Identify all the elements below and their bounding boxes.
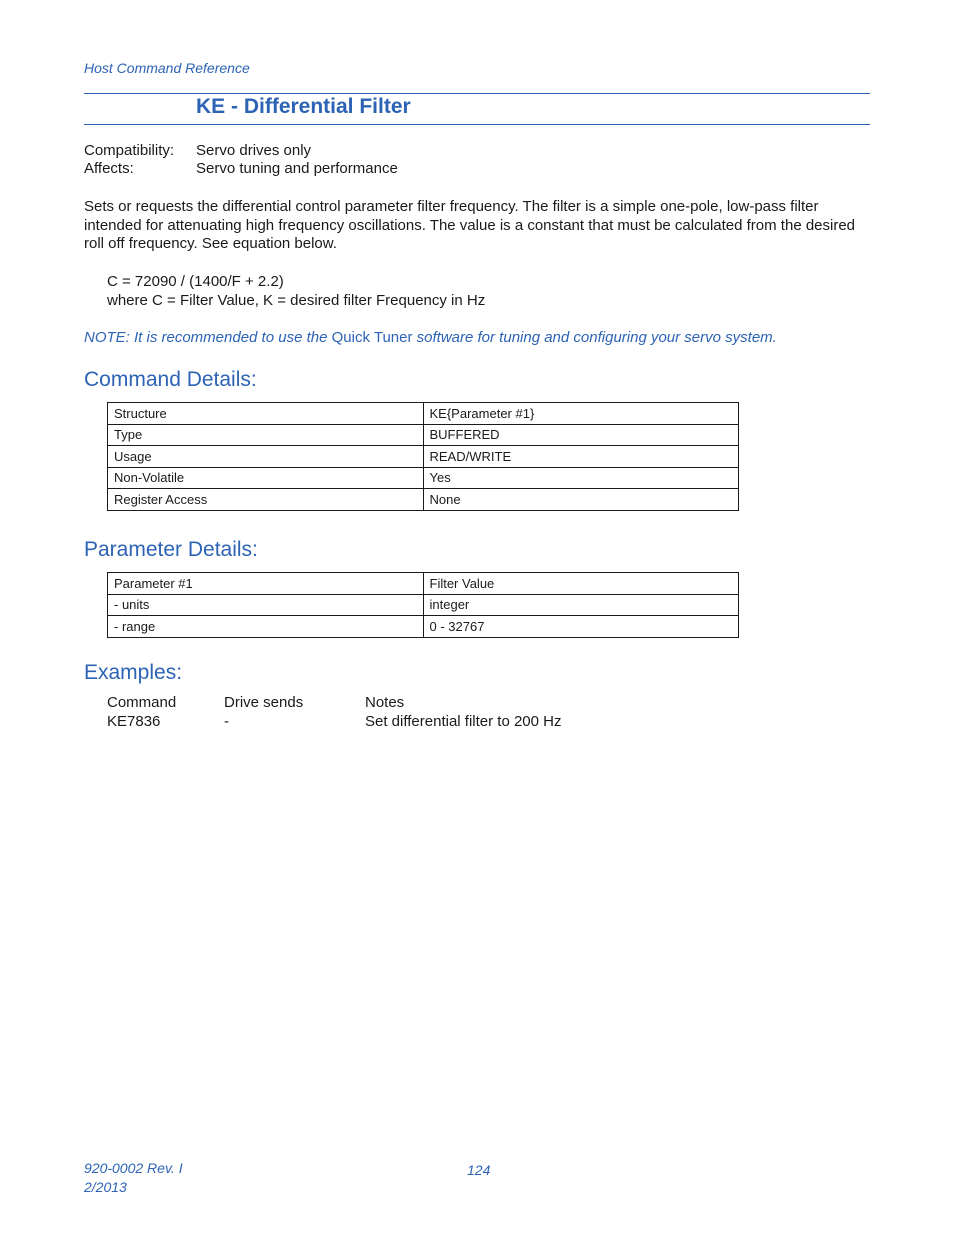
note (84, 329, 777, 346)
table-cell: integer (423, 594, 739, 616)
table-cell: Yes (423, 467, 739, 489)
parameter-details-heading: Parameter Details: (84, 538, 258, 561)
table-row (108, 446, 739, 468)
table-row (108, 467, 739, 489)
table-row (107, 712, 707, 731)
table-cell: BUFFERED (423, 424, 739, 446)
note-prefix: NOTE: It is recommended to use the (84, 329, 332, 346)
page-number: 124 (467, 1162, 491, 1178)
table-row (108, 403, 739, 425)
table-cell: Register Access (108, 489, 424, 511)
header-rule-bottom (84, 124, 870, 125)
examples-col-command: Command (107, 694, 177, 711)
table-row (108, 424, 739, 446)
equation-block (107, 273, 485, 310)
table-cell: None (423, 489, 739, 511)
example-notes: Set differential filter to 200 Hz (365, 713, 562, 730)
command-details-table (107, 402, 739, 511)
table-cell: KE{Parameter #1} (423, 403, 739, 425)
affects-row (84, 160, 584, 178)
table-row (108, 573, 739, 595)
example-drive-sends: - (224, 713, 229, 730)
table-cell: Parameter #1 (108, 573, 424, 595)
table-row (108, 594, 739, 616)
command-details-heading: Command Details: (84, 368, 257, 391)
running-header: Host Command Reference (84, 60, 250, 76)
examples-heading: Examples: (84, 661, 183, 684)
affects-label: Affects: (84, 160, 134, 177)
table-row (108, 616, 739, 638)
table-cell: Non-Volatile (108, 467, 424, 489)
equation-legend: where C = Filter Value, K = desired filter Frequency in Hz (107, 291, 486, 309)
note-product: Quick Tuner (331, 329, 413, 346)
table-cell: 0 - 32767 (423, 616, 739, 638)
table-cell: - range (108, 616, 424, 638)
table-cell: Structure (108, 403, 424, 425)
affects-value: Servo tuning and performance (196, 160, 398, 177)
note-suffix: software for tuning and configuring your servo system. (412, 329, 777, 346)
table-cell: Type (108, 424, 424, 446)
example-command: KE7836 (107, 713, 161, 730)
compatibility-label: Compatibility: (84, 142, 175, 159)
examples-header-row (107, 693, 707, 712)
table-cell: READ/WRITE (423, 446, 739, 468)
examples-col-drive-sends: Drive sends (224, 694, 304, 711)
examples-col-notes: Notes (365, 694, 405, 711)
table-cell: - units (108, 594, 424, 616)
page-title: KE - Differential Filter (196, 95, 411, 118)
footer-date: 2/2013 (84, 1179, 127, 1195)
parameter-details-table (107, 572, 739, 638)
footer-doc-number: 920-0002 Rev. I (84, 1160, 183, 1176)
compatibility-row (84, 142, 584, 160)
description-paragraph: Sets or requests the differential control parameter filter frequency. The filter is a simple one-pole, low-pass filter intended for attenuating high frequency oscillations. The value is a constant that must be calculated from the desired roll off frequency. See equation below. (84, 198, 856, 252)
examples-table (107, 693, 707, 733)
table-cell: Usage (108, 446, 424, 468)
header-rule-top (84, 93, 870, 94)
table-cell: Filter Value (423, 573, 739, 595)
compatibility-value: Servo drives only (196, 142, 312, 159)
equation-formula: C = 72090 / (1400/F + 2.2) (107, 273, 284, 290)
footer-doc-info (84, 1159, 183, 1197)
table-row (108, 489, 739, 511)
